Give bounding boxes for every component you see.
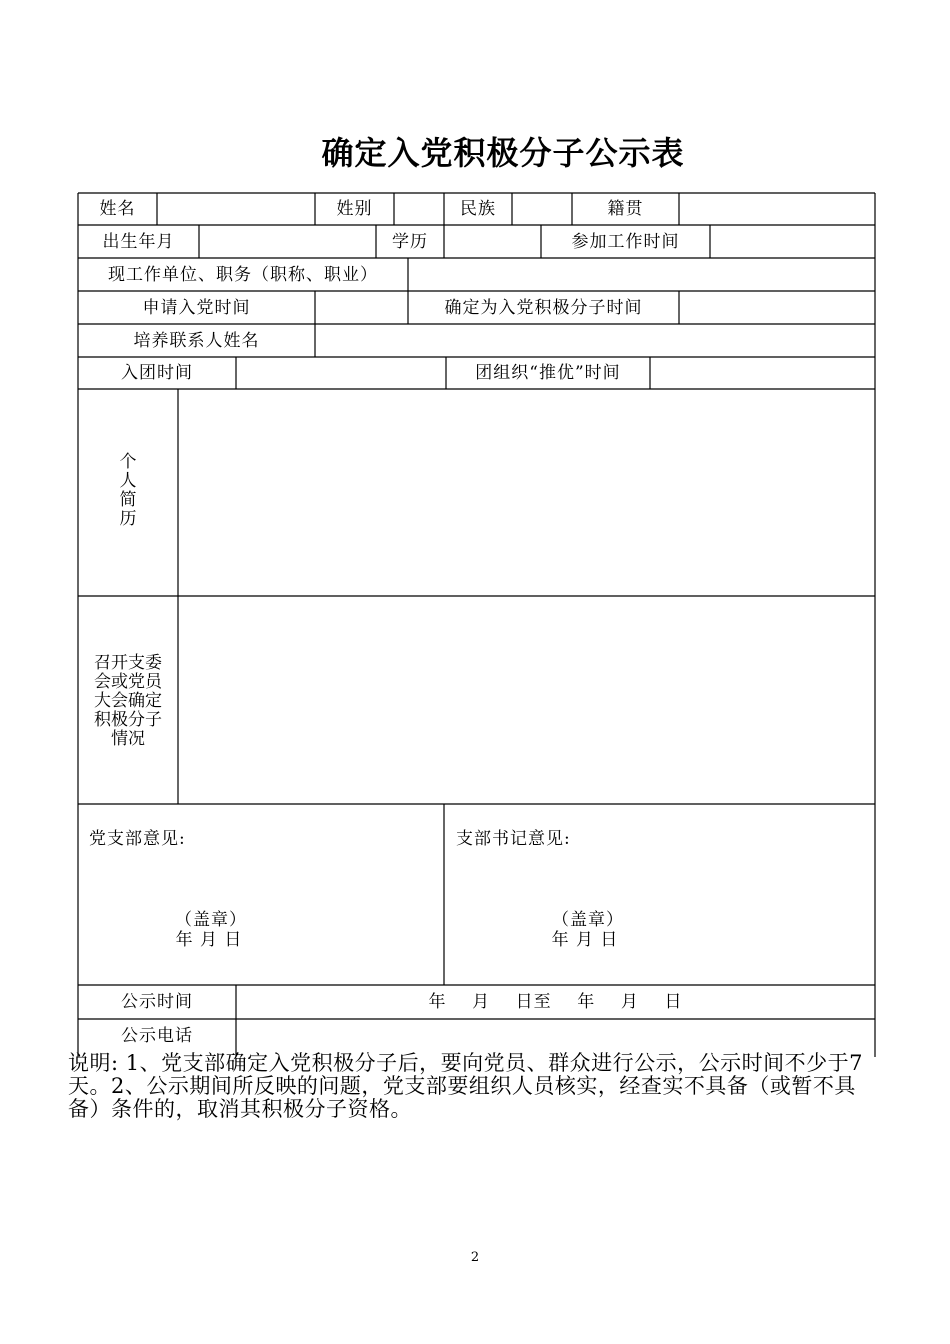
label-gender: 姓别 bbox=[336, 199, 373, 219]
publicity-phone-field[interactable] bbox=[236, 1019, 875, 1053]
label-name: 姓名 bbox=[99, 199, 136, 219]
label-confirm-time: 确定为入党积极分子时间 bbox=[444, 297, 643, 318]
resume-field[interactable] bbox=[178, 389, 875, 596]
label-native-place: 籍贯 bbox=[607, 199, 644, 219]
label-apply-time: 申请入党时间 bbox=[142, 297, 251, 318]
native-place-field[interactable] bbox=[679, 193, 875, 225]
work-unit-field[interactable] bbox=[408, 258, 875, 291]
gender-field[interactable] bbox=[394, 193, 444, 225]
label-publicity-phone: 公示电话 bbox=[121, 1026, 193, 1046]
label-resume: 个 人 简 历 bbox=[119, 452, 137, 529]
label-secretary-opinion: 支部书记意见: bbox=[456, 829, 571, 849]
label-education: 学历 bbox=[392, 231, 428, 252]
meeting-field[interactable] bbox=[178, 596, 875, 804]
confirm-time-field[interactable] bbox=[679, 291, 875, 324]
branch-date: 年 月 日 bbox=[175, 930, 243, 950]
contact-person-field[interactable] bbox=[315, 324, 875, 357]
explanatory-note: 说明: 1、党支部确定入党积极分子后，要向党员、群众进行公示，公示时间不少于7天。2、公示期间所反映的问题，党支部要组织人员核实，经查实不具备（或暂不具备）条件的，取消其积极分子资格。 bbox=[68, 1051, 863, 1121]
label-contact-person: 培养联系人姓名 bbox=[133, 330, 260, 351]
apply-time-field[interactable] bbox=[315, 291, 408, 324]
birth-date-field[interactable] bbox=[199, 225, 376, 258]
page-number: 2 bbox=[470, 1250, 480, 1265]
name-field[interactable] bbox=[157, 193, 315, 225]
label-ethnic: 民族 bbox=[460, 199, 496, 219]
label-branch-opinion: 党支部意见: bbox=[89, 829, 186, 849]
education-field[interactable] bbox=[444, 225, 541, 258]
secretary-date: 年 月 日 bbox=[551, 930, 619, 950]
label-birth-date: 出生年月 bbox=[102, 231, 175, 252]
secretary-seal: （盖章） bbox=[552, 910, 624, 930]
label-meeting: 召开支委 会或党员 大会确定 积极分子 情况 bbox=[94, 653, 162, 749]
branch-seal: （盖章） bbox=[175, 910, 247, 930]
ethnic-field[interactable] bbox=[512, 193, 572, 225]
league-time-field[interactable] bbox=[236, 357, 446, 389]
work-start-field[interactable] bbox=[710, 225, 875, 258]
page-title: 确定入党积极分子公示表 bbox=[321, 134, 685, 172]
publicity-time-field[interactable]: 年 月 日至 年 月 日 bbox=[428, 992, 683, 1012]
label-work-start: 参加工作时间 bbox=[571, 231, 680, 252]
label-recommend-time: 团组织“推优”时间 bbox=[475, 363, 621, 383]
label-work-unit: 现工作单位、职务（职称、职业） bbox=[108, 264, 378, 285]
label-league-time: 入团时间 bbox=[121, 363, 193, 383]
label-publicity-time: 公示时间 bbox=[121, 992, 193, 1012]
recommend-time-field[interactable] bbox=[650, 357, 875, 389]
